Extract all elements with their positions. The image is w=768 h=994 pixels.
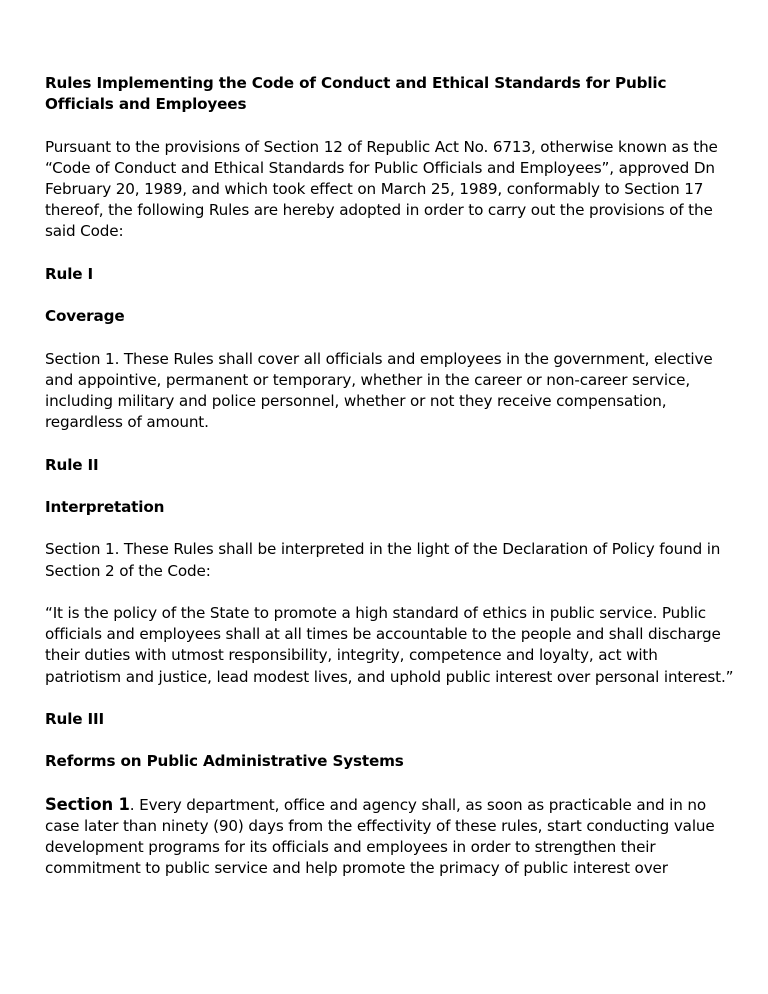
rule-1-label: Rule I (45, 264, 94, 283)
rule-2-section-1: Section 1. These Rules shall be interpreted in the light of the Declaration of Policy found in Section 2 of the Code: (45, 540, 721, 580)
rule-3-section-1-text: . Every department, office and agency shall, as soon as practicable and in no case later than ninety (90) days from the effectivity of these rules, start conducting value development programs for its officials and employees in order to strengthen their commitment to public service and help promote the primacy of public interest over (45, 795, 715, 878)
rule-1-section-1: Section 1. These Rules shall cover all officials and employees in the government, elective and appointive, permanent or temporary, whether in the career or non-career service, including military and police personnel, whether or not they receive compensation, regardless of amount. (45, 349, 713, 432)
rule-2-label: Rule II (45, 455, 99, 474)
policy-quote: “It is the policy of the State to promote a high standard of ethics in public service. Public officials and employees shall at all times be accountable to the people and shall discharge their duties with utmost responsibility, integrity, competence and loyalty, act with patriotism and justice, lead modest lives, and uphold public interest over personal interest.” (45, 603, 734, 686)
rule-3-heading: Reforms on Public Administrative Systems (45, 752, 404, 771)
document-title: Rules Implementing the Code of Conduct and Ethical Standards for Public Officials and Employees (45, 74, 667, 114)
rule-2-heading: Interpretation (45, 497, 165, 516)
rule-3-section-1 (45, 794, 735, 880)
rule-3-section-1-label: Section 1 (45, 794, 130, 814)
rule-1-heading: Coverage (45, 307, 125, 326)
preamble-paragraph: Pursuant to the provisions of Section 12 of Republic Act No. 6713, otherwise known as the “Code of Conduct and Ethical Standards for Public Officials and Employees”, approved Dn February 20, 1989, and which took effect on March 25, 1989, conformably to Section 17 thereof, the following Rules are hereby adopted in order to carry out the provisions of the said Code: (45, 137, 718, 241)
document-page (45, 73, 735, 901)
rule-3-label: Rule III (45, 709, 105, 728)
